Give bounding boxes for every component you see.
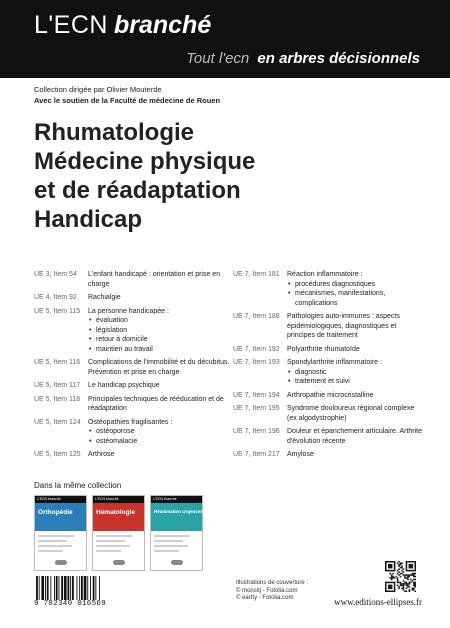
toc-topic: Douleur et épanchement articulaire. Arthrite d'évolution récente [287, 428, 423, 445]
toc-entry [34, 293, 234, 303]
tagline [186, 50, 420, 67]
toc-topic: Ostéopathies fragilisantes : [88, 418, 173, 426]
tagline-light: Tout l'ecn [186, 50, 250, 67]
illustration-credits [236, 580, 308, 603]
title-line: et de réadaptation [34, 177, 241, 204]
toc-topic: Réaction inflammatoire : [287, 271, 363, 278]
brand-thin: L'ECN [34, 11, 108, 39]
toc-topic: Rachialgie [88, 294, 121, 301]
toc-topic: Pathologies auto-immunes : aspects épidémiologiques, diagnostiques et principes de traitement [287, 313, 400, 339]
title-line: Médecine physique [34, 148, 256, 175]
toc-ue-item: UE 5, Item 117 [34, 382, 81, 389]
toc-topic: Principales techniques de rééducation et de réadaptation [88, 395, 224, 412]
toc-entry [34, 450, 234, 460]
barcode-icon [34, 576, 126, 600]
toc-topic: Arthropathie microcristalline [287, 391, 374, 399]
toc-bullet: • ostéomalacie [88, 437, 234, 447]
illustration-credit-1: © monsitj - Fotolia.com [236, 587, 298, 594]
toc-entry [233, 450, 423, 460]
collection-label: Dans la même collection [34, 481, 122, 490]
toc-entry [34, 395, 234, 414]
toc-bullet: • législation [88, 326, 234, 336]
toc-topic: Arthrose [88, 451, 115, 458]
toc-ue-item: UE 7, Item 193 [233, 359, 280, 366]
toc-ue-item: UE 7, Item 194 [233, 391, 280, 399]
publisher-logo-icon [113, 560, 125, 565]
book-brand: L'ECN branché [153, 497, 177, 501]
toc-right-column [233, 270, 423, 464]
book-brand: L'ECN branché [95, 497, 119, 501]
credits-director: Collection dirigée par Olivier Mouterde [34, 85, 162, 94]
collection-book-reanimation [150, 495, 203, 571]
toc-entry [34, 358, 234, 377]
toc-ue-item: UE 3, Item 54 [34, 271, 77, 278]
toc-ue-item: UE 5, Item 124 [34, 418, 81, 426]
toc-entry [34, 381, 234, 391]
toc-ue-item: UE 5, Item 115 [34, 307, 81, 315]
tagline-bold: en arbres décisionnels [257, 50, 420, 67]
toc-bullet: • diagnostic [287, 368, 423, 378]
toc-topic: Le handicap psychique [88, 382, 160, 389]
toc-entry [233, 391, 423, 401]
toc-entry [233, 270, 423, 308]
title-line: Rhumatologie [34, 119, 194, 146]
toc-ue-item: UE 7, Item 196 [233, 428, 280, 435]
toc-ue-item: UE 5, Item 118 [34, 395, 81, 403]
toc-bullet: • procédures diagnostiques [287, 280, 423, 290]
book-title: Orthopédie [38, 509, 73, 516]
toc-ue-item: UE 7, Item 195 [233, 405, 280, 412]
book-brand: L'ECN branché [37, 497, 61, 501]
toc-ue-item: UE 7, Item 188 [233, 313, 280, 320]
illustration-credit-title: Illustrations de couverture : [236, 580, 309, 586]
toc-entry [233, 345, 423, 355]
collection-book-hematologie [92, 495, 145, 571]
toc-entry [34, 307, 234, 355]
toc-ue-item: UE 5, Item 116 [34, 359, 81, 366]
toc-ue-item: UE 7, Item 181 [233, 271, 280, 278]
toc-topic: Complications de l'immobilité et du décubitus. Prévention et prise en charge [88, 359, 230, 376]
header-banner [0, 0, 450, 78]
qr-code-icon [385, 561, 416, 592]
toc-topic: Syndrome douloureux régional complexe (ex algodystrophie) [287, 405, 415, 422]
collection-book-orthopedie [34, 495, 87, 571]
toc-topic: Amylose [287, 451, 314, 458]
website-link[interactable]: www.editions-ellipses.fr [334, 597, 422, 607]
credits [34, 84, 220, 106]
toc-entry [233, 427, 423, 446]
toc-ue-item: UE 7, Item 192 [233, 345, 280, 353]
isbn-number: 9 782340 016569 [34, 600, 107, 608]
toc-entry [233, 404, 423, 423]
toc-entry [233, 358, 423, 387]
toc-ue-item: UE 7, Item 217 [233, 451, 280, 458]
toc-ue-item: UE 5, Item 125 [34, 451, 81, 458]
toc-bullet: • traitement et suivi [287, 377, 423, 387]
toc-entry [233, 312, 423, 341]
book-title [34, 118, 255, 234]
toc-topic: Polyarthrite rhumatoïde [287, 345, 360, 353]
toc-bullet: • ostéoporose [88, 427, 234, 437]
publisher-logo-icon [55, 560, 67, 565]
book-title: Hématologie [96, 509, 136, 516]
toc-topic: La personne handicapée : [88, 307, 169, 315]
toc-bullet: • mécanismes, manifestations, complications [287, 289, 423, 308]
brand-bold: branché [113, 11, 212, 39]
credits-support: Avec le soutien de la Faculté de médecine de Rouen [34, 96, 221, 105]
toc-topic: L'enfant handicapé : orientation et prise en charge [88, 271, 221, 288]
title-line: Handicap [34, 206, 143, 233]
isbn-barcode [34, 576, 126, 608]
brand-logo [34, 10, 211, 40]
publisher-logo-icon [171, 560, 183, 565]
book-title: Réanimation Urgences [154, 509, 203, 514]
toc-bullet: • maintien au travail [88, 345, 234, 355]
toc-entry [34, 270, 234, 289]
toc-bullet: • retour à domicile [88, 335, 234, 345]
toc-bullet: • évaluation [88, 316, 234, 326]
toc-topic: Spondylarthrite inflammatoire : [287, 359, 382, 366]
toc-ue-item: UE 4, Item 92 [34, 294, 77, 301]
toc-left-column [34, 270, 234, 464]
toc-entry [34, 418, 234, 447]
illustration-credit-2: © eartty - Fotolia.com [236, 595, 294, 601]
